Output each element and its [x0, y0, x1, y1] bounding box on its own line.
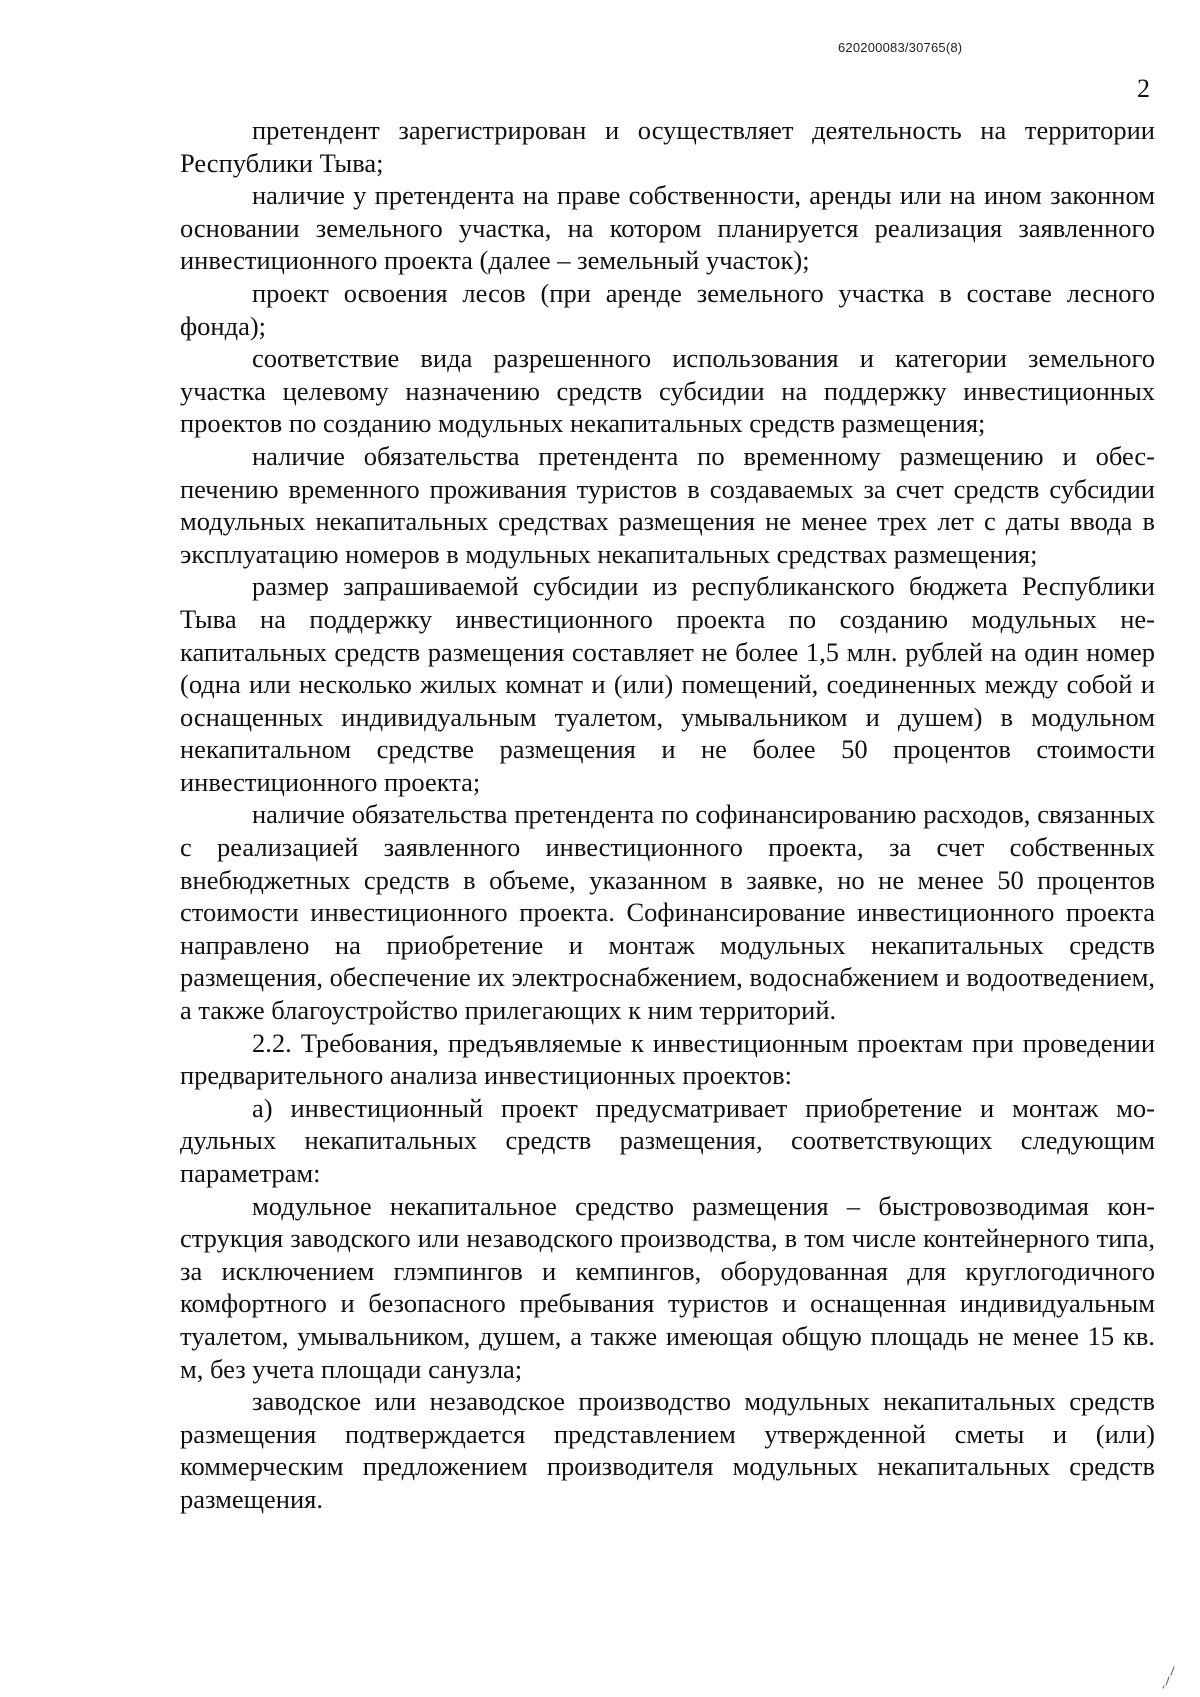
document-registration-number: 620200083/30765(8): [838, 40, 963, 55]
paragraph-cofinancing-obligation: наличие обязательства претендента по софинансированию расходов, связанных с реализацией заявленного инвестиционного проекта, за счет собственных внебюджетных средств в объеме, указанном в заявке, но не менее 50 процентов стоимости инвестиционного проекта. Софинансирование инвестиционного проекта направлено на приобретение и монтаж модульных некапитальных средств размещения, обеспечение их электроснабжением, водоснабжением и водоотведением, а также благоустройство прилегающих к ним территорий.: [180, 799, 1155, 1026]
paragraph-applicant-registration: претендент зарегистрирован и осуществляет деятельность на территории Республики Тыва;: [180, 115, 1155, 178]
paragraph-section-2-2: 2.2. Требования, предъявляемые к инвестиционным проектам при проведении предварительного анализа инвестиционных проектов:: [180, 1027, 1155, 1091]
scan-mark-icon: [1160, 1665, 1178, 1689]
paragraph-permitted-use-compliance: соответствие вида разрешенного использования и категории земельного участка целевому назначению средств субсидии на поддержку инвестиционных проектов по созданию модульных некапитальных средств размещения;: [180, 343, 1155, 439]
paragraph-subsidy-amount: размер запрашиваемой субсидии из республиканского бюджета Республики Тыва на поддержку инвестиционного проекта по созданию модульных некапитальных средств размещения составляет не более 1,5 млн. рублей на один номер (одна или несколько жилых комнат и (или) помещений, соединенных между собой и оснащенных индивидуальным туалетом, умывальником и душем) в модульном некапитальном средстве размещения и не более 50 процентов стоимости инвестиционного проекта;: [180, 571, 1155, 797]
document-body: [180, 114, 1155, 1516]
paragraph-forest-development-project: проект освоения лесов (при аренде земельного участка в составе лесного фонда);: [180, 277, 1155, 341]
paragraph-item-a: а) инвестиционный проект предусматривает приобретение и монтаж модульных некапитальных средств размещения, соответствующих следующим параметрам:: [180, 1092, 1155, 1188]
paragraph-production-confirmation: заводское или незаводское производство модульных некапитальных средств размещения подтверждается представлением утвержденной сметы и (или) коммерческим предложением производителя модульных некапитальных средств размещения.: [180, 1386, 1155, 1514]
page-number: 2: [1137, 74, 1150, 103]
paragraph-accommodation-obligation: наличие обязательства претендента по временному размещению и обеспечению временного проживания туристов в создаваемых за счет средств субсидии модульных некапитальных средствах размещения не менее трех лет с даты ввода в эксплуатацию номеров в модульных некапитальных средствах размещения;: [180, 440, 1155, 569]
paragraph-modular-facility-definition: модульное некапитальное средство размещения – быстровозводимая конструкция заводского или незаводского производства, в том числе контейнерного типа, за исключением глэмпингов и кемпингов, оборудованная для круглогодичного комфортного и безопасного пребывания туристов и оснащенная индивидуальным туалетом, умывальником, душем, а также имеющая общую площадь не менее 15 кв. м, без учета площади санузла;: [180, 1190, 1155, 1384]
paragraph-land-plot-rights: наличие у претендента на праве собственности, аренды или на ином законном основании земельного участка, на котором планируется реализация заявленного инвестиционного проекта (далее – земельный участок);: [180, 180, 1155, 276]
